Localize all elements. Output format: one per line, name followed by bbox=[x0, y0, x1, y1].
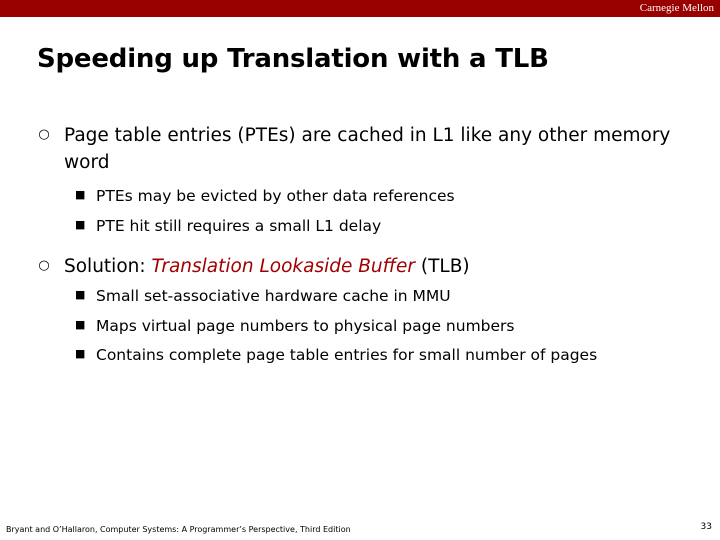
bullet-suffix: (TLB) bbox=[414, 256, 470, 277]
square-bullet-icon: ■ bbox=[75, 318, 86, 331]
square-bullet-icon: ■ bbox=[75, 288, 86, 301]
bullet-prefix: Solution: bbox=[64, 256, 152, 277]
square-bullet-icon: ■ bbox=[75, 347, 86, 360]
header-banner bbox=[0, 0, 720, 17]
tlb-highlight: Translation Lookaside Buffer bbox=[151, 256, 415, 277]
bullet-text bbox=[64, 253, 684, 280]
sub-bullet-text: Maps virtual page numbers to physical page numbers bbox=[96, 317, 515, 335]
brand-label: Carnegie Mellon bbox=[639, 2, 714, 14]
page-number: 33 bbox=[700, 522, 712, 532]
square-bullet-icon: ■ bbox=[75, 218, 86, 231]
slide-title: Speeding up Translation with a TLB bbox=[37, 44, 549, 74]
square-bullet-icon: ■ bbox=[75, 188, 86, 201]
hollow-circle-bullet-icon: ○ bbox=[38, 258, 50, 273]
sub-bullet-text: PTEs may be evicted by other data references bbox=[96, 187, 455, 205]
hollow-circle-bullet-icon: ○ bbox=[38, 127, 50, 142]
sub-bullet-text: PTE hit still requires a small L1 delay bbox=[96, 217, 382, 235]
footer-citation: Bryant and O’Hallaron, Computer Systems: A Programmer’s Perspective, Third Edition bbox=[6, 525, 351, 534]
sub-bullet-text: Small set-associative hardware cache in MMU bbox=[96, 287, 451, 305]
sub-bullet-text: Contains complete page table entries for small number of pages bbox=[96, 346, 598, 364]
bullet-text: Page table entries (PTEs) are cached in L1 like any other memory word bbox=[64, 125, 671, 173]
